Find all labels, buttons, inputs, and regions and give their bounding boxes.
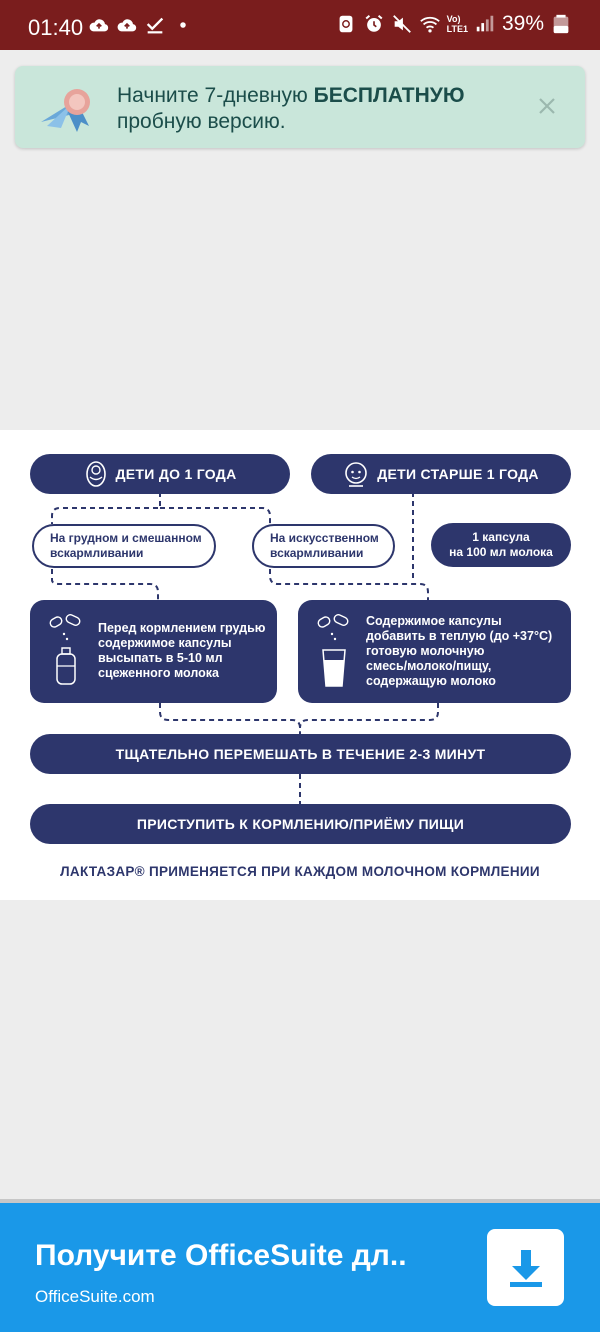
ad-download-button[interactable] [487,1229,564,1306]
promo-text-part2: пробную версию. [117,110,286,133]
feed-step-label: ПРИСТУПИТЬ К КОРМЛЕНИЮ/ПРИЁМУ ПИЩИ [136,816,465,832]
promo-text [117,83,465,135]
mix-step-label: ТЩАТЕЛЬНО ПЕРЕМЕШАТЬ В ТЕЧЕНИЕ 2-3 МИНУТ [115,746,486,762]
volte-label: Vo) [446,14,461,24]
volte-icon [447,14,468,34]
ribbon-award-icon [37,82,101,134]
step-breastfeeding-line1: Перед кормлением грудью [98,621,266,635]
document-page [0,430,600,900]
signal-icon [474,13,496,35]
alarm-icon [363,13,385,35]
step-artificial-line1: Содержимое капсулы [366,614,502,628]
promo-text-part1: Начните 7-дневную [117,84,314,107]
status-time: 01:40 [28,15,84,40]
step-artificial-line5: содержащую молоко [366,674,496,688]
title-under-1-year [30,454,290,494]
check-icon [144,14,166,36]
step-breastfeeding [30,600,277,703]
close-icon[interactable] [533,92,561,120]
mute-icon [391,13,413,35]
option-artificial-line2: вскармливании [270,546,364,560]
step-breastfeeding-line2: содержимое капсулы [98,636,232,650]
title-over-1-year-label: ДЕТИ СТАРШЕ 1 ГОДА [377,466,539,482]
capsule-glass-icon [316,614,352,690]
ad-title: Получите OfficeSuite дл.. [35,1239,407,1272]
promo-text-bold: БЕСПЛАТНУЮ [313,84,465,107]
step-breastfeeding-line4: сцеженного молока [98,666,219,680]
step-breastfeeding-line3: высыпать в 5-10 мл [98,651,223,665]
battery-icon [550,13,572,35]
option-breastfeeding-line2: вскармливании [50,546,144,560]
dose-line2: на 100 мл молока [449,545,553,559]
dot-icon [172,14,194,36]
lte-label: LTE1 [446,24,468,34]
dose-line1: 1 капсула [472,530,530,544]
title-over-1-year [311,454,571,494]
status-bar [0,0,600,50]
dose-info [431,523,571,567]
toddler-face-icon [343,460,369,488]
trial-promo-banner[interactable] [15,66,585,148]
option-breastfeeding [32,524,216,568]
recycle-icon [335,13,357,35]
feed-step [30,804,571,844]
download-icon [504,1246,548,1290]
option-artificial-line1: На искусственном [270,531,379,545]
officesuite-ad-banner[interactable] [0,1203,600,1332]
battery-percent: 39% [501,12,544,35]
capsule-bottle-icon [48,614,84,690]
step-artificial-feeding [298,600,571,703]
ad-subtitle: OfficeSuite.com [35,1287,155,1306]
notification-icons [88,14,194,36]
cloud-upload-icon [88,14,110,36]
system-icons [335,12,572,36]
option-artificial-feeding [252,524,395,568]
option-breastfeeding-line1: На грудном и смешанном [50,531,202,545]
cloud-upload-icon [116,14,138,36]
usage-note: ЛАКТАЗАР® ПРИМЕНЯЕТСЯ ПРИ КАЖДОМ МОЛОЧНОМ КОРМЛЕНИИ [60,864,540,879]
step-artificial-line2: добавить в теплую (до +37°С) [366,629,553,643]
title-under-1-year-label: ДЕТИ ДО 1 ГОДА [115,466,237,482]
step-artificial-line3: готовую молочную [366,644,485,658]
wifi-icon [419,13,441,35]
baby-swaddle-icon [84,460,108,488]
step-artificial-line4: смесь/молоко/пищу, [366,659,492,673]
mix-step [30,734,571,774]
